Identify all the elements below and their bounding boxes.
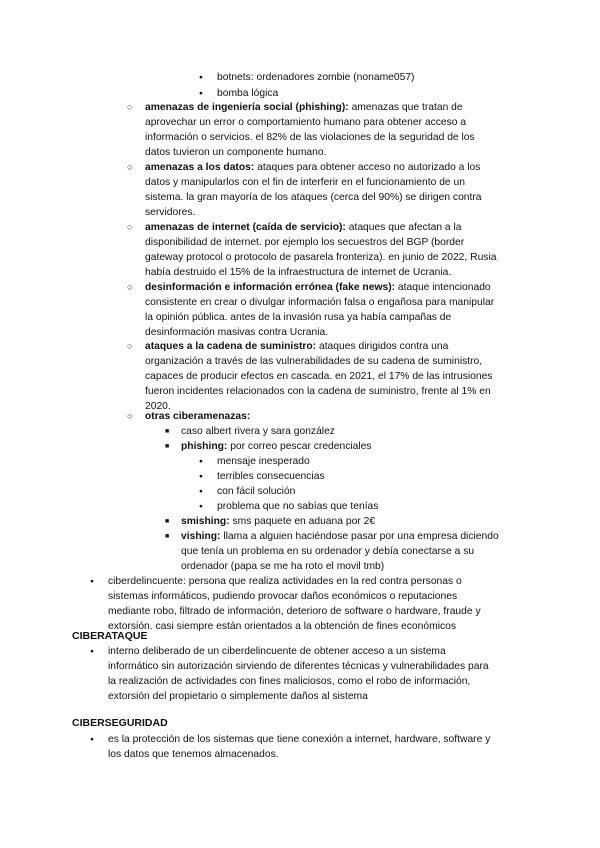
item-title: phishing: bbox=[181, 441, 228, 452]
list-item-first-line bbox=[145, 100, 463, 115]
list-item-line: desinformación masivas contra Ucrania. bbox=[145, 327, 329, 338]
list-item-first-line bbox=[145, 220, 462, 235]
bullet-square bbox=[165, 439, 169, 455]
list-item-line: mediante robo, filtrado de información, deterioro de software o hardware, fraude y bbox=[108, 606, 481, 617]
bullet-circle bbox=[127, 280, 132, 295]
list-item: botnets: ordenadores zombie (noname057) bbox=[217, 72, 415, 83]
list-item-line: interno deliberado de un ciberdelincuente de obtener acceso a un sistema bbox=[108, 646, 446, 657]
list-item-line: extorsión del propietario o simplemente daños al sistema bbox=[108, 691, 368, 702]
section-heading: CIBERATAQUE bbox=[72, 630, 148, 642]
list-item-first-line bbox=[145, 160, 480, 175]
bullet-circle bbox=[127, 220, 132, 235]
item-title: amenazas de internet (caída de servicio): bbox=[145, 222, 346, 233]
item-title: desinformación e información errónea (fake news): bbox=[145, 282, 396, 293]
list-item: terribles consecuencias bbox=[217, 471, 325, 482]
bullet-disc bbox=[90, 644, 94, 660]
list-item-line: servidores. bbox=[145, 207, 196, 218]
bullet-circle bbox=[127, 339, 132, 354]
bullet-circle bbox=[127, 100, 132, 115]
item-text: ataque intencionado bbox=[395, 282, 491, 293]
list-item-line: datos tuvieron un componente humano. bbox=[145, 147, 327, 158]
list-item-line: que tenía un problema en su ordenador y debía conectarse a su bbox=[181, 546, 475, 557]
bullet-disc bbox=[90, 732, 94, 748]
list-item: bomba lógica bbox=[217, 88, 279, 99]
list-item bbox=[181, 514, 375, 529]
list-item-line: es la protección de los sistemas que tiene conexión a internet, hardware, software y bbox=[108, 734, 491, 745]
list-item-line: capaces de producir efectos en cascada. en 2021, el 17% de las intrusiones bbox=[145, 371, 493, 382]
bullet-disc bbox=[199, 454, 203, 470]
list-item-line: los datos que tenemos almacenados. bbox=[108, 749, 279, 760]
item-title: vishing: bbox=[181, 531, 221, 542]
list-item-line: aprovechar un error o comportamiento humano para obtener acceso a bbox=[145, 117, 467, 128]
item-title: amenazas a los datos: bbox=[145, 162, 255, 173]
item-title: ataques a la cadena de suministro: bbox=[145, 341, 317, 352]
list-item: caso albert rivera y sara gonzález bbox=[181, 426, 335, 437]
bullet-disc bbox=[199, 70, 203, 86]
section-heading: CIBERSEGURIDAD bbox=[72, 717, 168, 729]
list-item-line: informático sin autorización sirviendo de diferentes técnicas y vulnerabilidades para bbox=[108, 661, 489, 672]
bullet-square bbox=[165, 424, 169, 440]
list-item-line: disponibilidad de internet. por ejemplo los secuestros del BGP (border bbox=[145, 237, 465, 248]
list-item-first-line bbox=[145, 339, 448, 354]
item-text: sms paquete en aduana por 2€ bbox=[229, 516, 376, 527]
bullet-disc bbox=[199, 499, 203, 515]
list-item: con fácil solución bbox=[217, 486, 296, 497]
list-item-line: sistema. la gran mayoría de los ataques (cerca del 90%) se dirigen contra bbox=[145, 192, 482, 203]
item-text: amenazas que tratan de bbox=[348, 102, 463, 113]
list-item-line: consistente en crear o divulgar información falsa o engañosa para manipular bbox=[145, 297, 495, 308]
item-title: amenazas de ingeniería social (phishing): bbox=[145, 102, 349, 113]
bullet-disc bbox=[199, 484, 203, 500]
list-item-line: la realización de actividades con fines maliciosos, como el robo de información, bbox=[108, 676, 471, 687]
list-item bbox=[181, 439, 372, 454]
list-item-line: 2020. bbox=[145, 401, 171, 412]
list-item-line: ordenador (papa se me ha roto el movil tmb) bbox=[181, 561, 385, 572]
list-item-line: gateway protocol o protocolo de pasarela fronteriza). en junio de 2022, Rusia bbox=[145, 252, 497, 263]
bullet-circle bbox=[127, 160, 132, 175]
item-text: ataques para obtener acceso no autorizado a los bbox=[254, 162, 481, 173]
list-item-line: sistemas informáticos, pudiendo provocar daños económicos o reputaciones bbox=[108, 591, 458, 602]
list-item-line: fueron incidentes relacionados con la cadena de suministro, frente al 1% en bbox=[145, 386, 491, 397]
list-item-line: datos y manipularlos con el fin de interferir en el funcionamiento de un bbox=[145, 177, 465, 188]
list-item-line: había destruido el 15% de la infraestructura de internet de Ucrania. bbox=[145, 267, 452, 278]
list-item-line: ciberdelincuente: persona que realiza actividades en la red contra personas o bbox=[108, 576, 462, 587]
item-text: por correo pescar credenciales bbox=[227, 441, 372, 452]
bullet-disc bbox=[199, 469, 203, 485]
item-text: ataques dirigidos contra una bbox=[316, 341, 449, 352]
bullet-square bbox=[165, 514, 169, 530]
list-item: problema que no sabías que tenías bbox=[217, 501, 379, 512]
bullet-square bbox=[165, 529, 169, 545]
list-item-line: organización a través de las vulnerabilidades de su cadena de suministro, bbox=[145, 356, 483, 367]
bullet-disc bbox=[90, 574, 94, 590]
list-item-line: la opinión pública. antes de la invasión rusa ya había campañas de bbox=[145, 312, 452, 323]
list-item bbox=[181, 529, 499, 544]
item-title: smishing: bbox=[181, 516, 230, 527]
bullet-circle bbox=[127, 409, 132, 424]
list-item-line: extorsión. casi siempre están orientados a la obtención de fines económicos bbox=[108, 621, 457, 632]
list-item: mensaje inesperado bbox=[217, 456, 310, 467]
item-text: llama a alguien haciéndose pasar por una empresa diciendo bbox=[220, 531, 499, 542]
list-item-line: información o servicios. el 82% de las violaciones de la seguridad de los bbox=[145, 132, 475, 143]
item-title: otras ciberamenazas: bbox=[145, 411, 251, 422]
item-text: ataques que afectan a la bbox=[345, 222, 462, 233]
list-item-first-line bbox=[145, 280, 491, 295]
